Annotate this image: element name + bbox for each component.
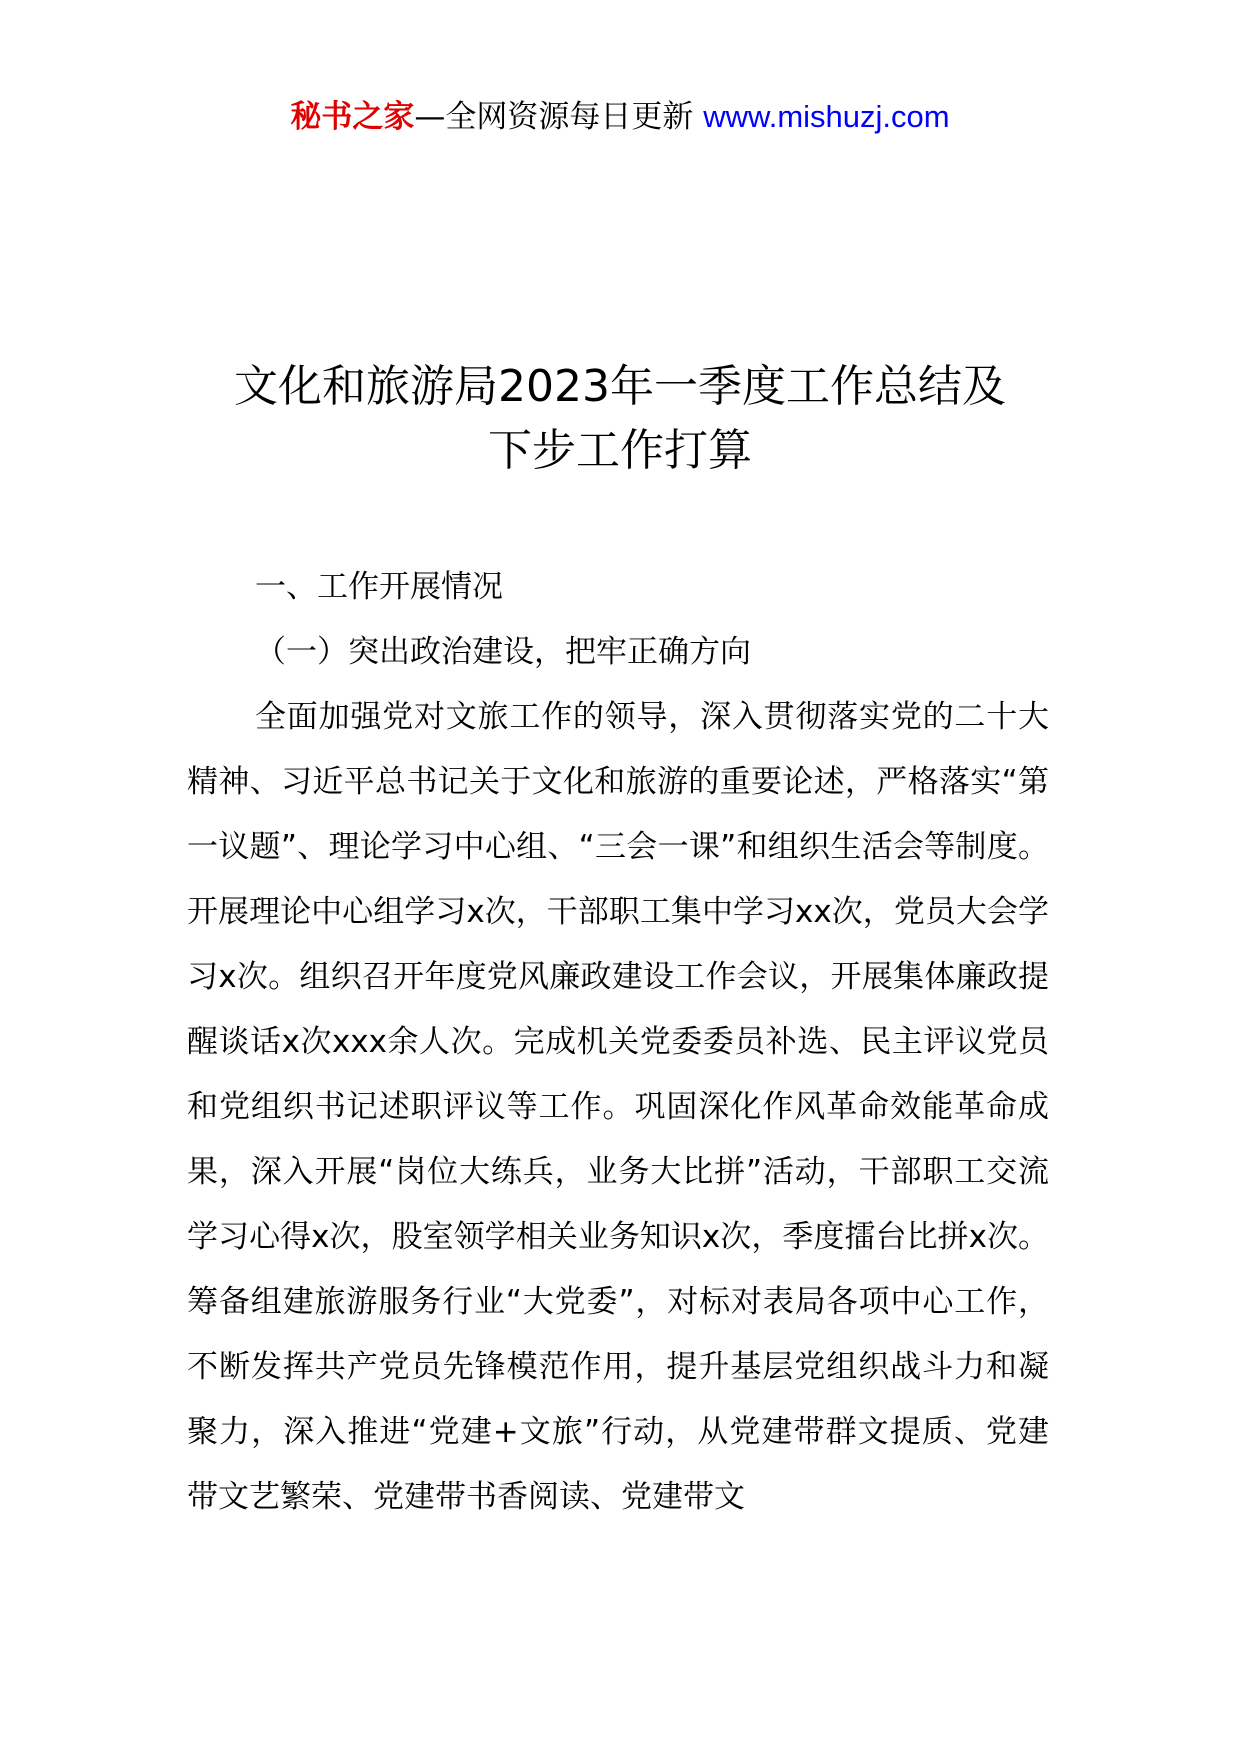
subsection-heading: （一）突出政治建设，把牢正确方向 xyxy=(255,634,751,670)
document-title xyxy=(0,355,1240,483)
site-brand: 秘书之家 xyxy=(290,99,415,135)
section-heading: 一、工作开展情况 xyxy=(255,569,503,605)
document-body xyxy=(187,555,1049,1530)
document-title-line-2: 下步工作打算 xyxy=(488,425,752,476)
site-header xyxy=(0,98,1240,136)
document-title-line-1: 文化和旅游局2023年一季度工作总结及 xyxy=(234,361,1006,412)
site-tagline: —全网资源每日更新 xyxy=(414,99,704,135)
site-url-link[interactable]: www.mishuzj.com xyxy=(703,99,950,134)
body-paragraph: 全面加强党对文旅工作的领导，深入贯彻落实党的二十大精神、习近平总书记关于文化和旅游的重要论述，严格落实“第一议题”、理论学习中心组、“三会一课”和组织生活会等制度。开展理论中心组学习x次，干部职工集中学习xx次，党员大会学习x次。组织召开年度党风廉政建设工作会议，开展集体廉政提醒谈话x次xxx余人次。完成机关党委委员补选、民主评议党员和党组织书记述职评议等工作。巩固深化作风革命效能革命成果，深入开展“岗位大练兵，业务大比拼”活动，干部职工交流学习心得x次，股室领学相关业务知识x次，季度擂台比拼x次。筹备组建旅游服务行业“大党委”，对标对表局各项中心工作，不断发挥共产党员先锋模范作用，提升基层党组织战斗力和凝聚力，深入推进“党建+文旅”行动，从党建带群文提质、党建带文艺繁荣、党建带书香阅读、党建带文 xyxy=(187,699,1049,1515)
